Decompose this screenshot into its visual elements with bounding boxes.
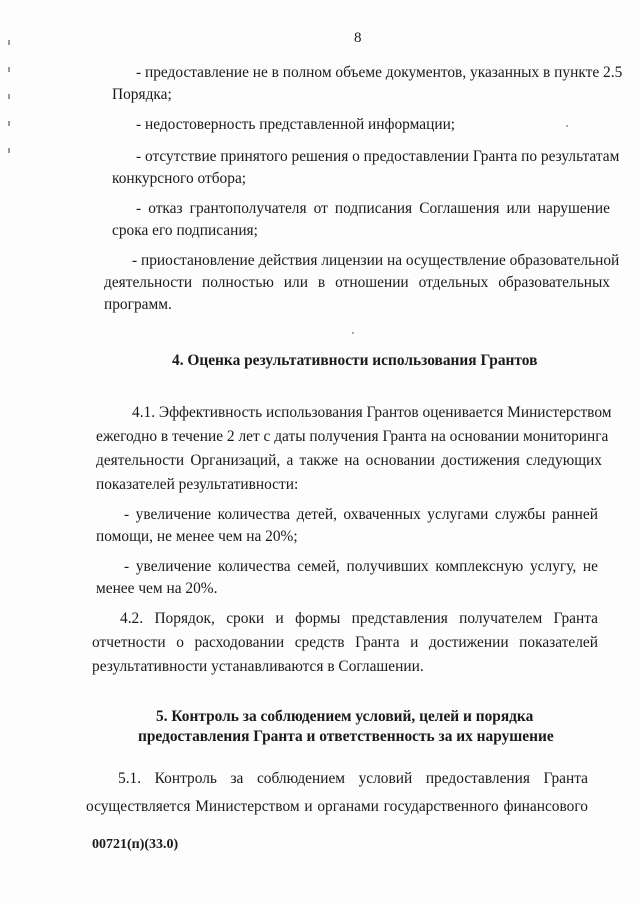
text-line: срока его подписания; bbox=[112, 222, 258, 239]
text-line: Порядка; bbox=[112, 86, 172, 103]
text-line: программ. bbox=[104, 296, 172, 313]
text-line: 5.1. Контроль за соблюдением условий предоставления Гранта bbox=[118, 770, 588, 787]
text-line: деятельности полностью или в отношении отдельных образовательных bbox=[104, 274, 610, 291]
text-line: - отказ грантополучателя от подписания Соглашения или нарушение bbox=[136, 200, 610, 217]
text-line: отчетности о расходовании средств Гранта и достижении показателей bbox=[92, 634, 598, 651]
binding-mark bbox=[8, 94, 10, 99]
text-line: менее чем на 20%. bbox=[96, 580, 218, 597]
section-heading: предоставления Гранта и ответственность за их нарушение bbox=[138, 728, 554, 745]
text-line: помощи, не менее чем на 20%; bbox=[96, 528, 298, 545]
text-line: - увеличение количества семей, получивших комплексную услугу, не bbox=[124, 558, 598, 575]
text-line: - отсутствие принятого решения о предоставлении Гранта по результатам bbox=[136, 148, 620, 165]
scan-speck bbox=[566, 125, 568, 127]
scan-speck bbox=[352, 332, 354, 334]
binding-marks bbox=[8, 40, 18, 175]
text-line: результативности устанавливаются в Соглашении. bbox=[92, 658, 424, 675]
text-line: 4.1. Эффективность использования Грантов оценивается Министерством bbox=[132, 404, 612, 421]
page-number: 8 bbox=[354, 30, 362, 46]
document-code: 00721(п)(33.0) bbox=[92, 837, 179, 852]
text-line: деятельности Организаций, а также на основании достижения следующих bbox=[96, 452, 602, 469]
binding-mark bbox=[8, 121, 10, 126]
text-line: ежегодно в течение 2 лет с даты получения Гранта на основании мониторинга bbox=[96, 428, 609, 445]
binding-mark bbox=[8, 148, 10, 153]
text-line: - предоставление не в полном объеме документов, указанных в пункте 2.5 bbox=[136, 64, 623, 81]
text-line: конкурсного отбора; bbox=[112, 170, 247, 187]
binding-mark bbox=[8, 40, 10, 45]
binding-mark bbox=[8, 67, 10, 72]
section-heading: 5. Контроль за соблюдением условий, целей и порядка bbox=[156, 708, 534, 725]
section-heading: 4. Оценка результативности использования Грантов bbox=[172, 352, 538, 369]
text-line: показателей результативности: bbox=[96, 476, 299, 493]
text-line: осуществляется Министерством и органами государственного финансового bbox=[86, 798, 588, 815]
text-line: - увеличение количества детей, охваченных услугами службы ранней bbox=[124, 506, 598, 523]
text-line: - приостановление действия лицензии на осуществление образовательной bbox=[132, 252, 620, 269]
text-line: - недостоверность представленной информации; bbox=[136, 116, 456, 133]
text-line: 4.2. Порядок, сроки и формы представления получателем Гранта bbox=[120, 610, 598, 627]
